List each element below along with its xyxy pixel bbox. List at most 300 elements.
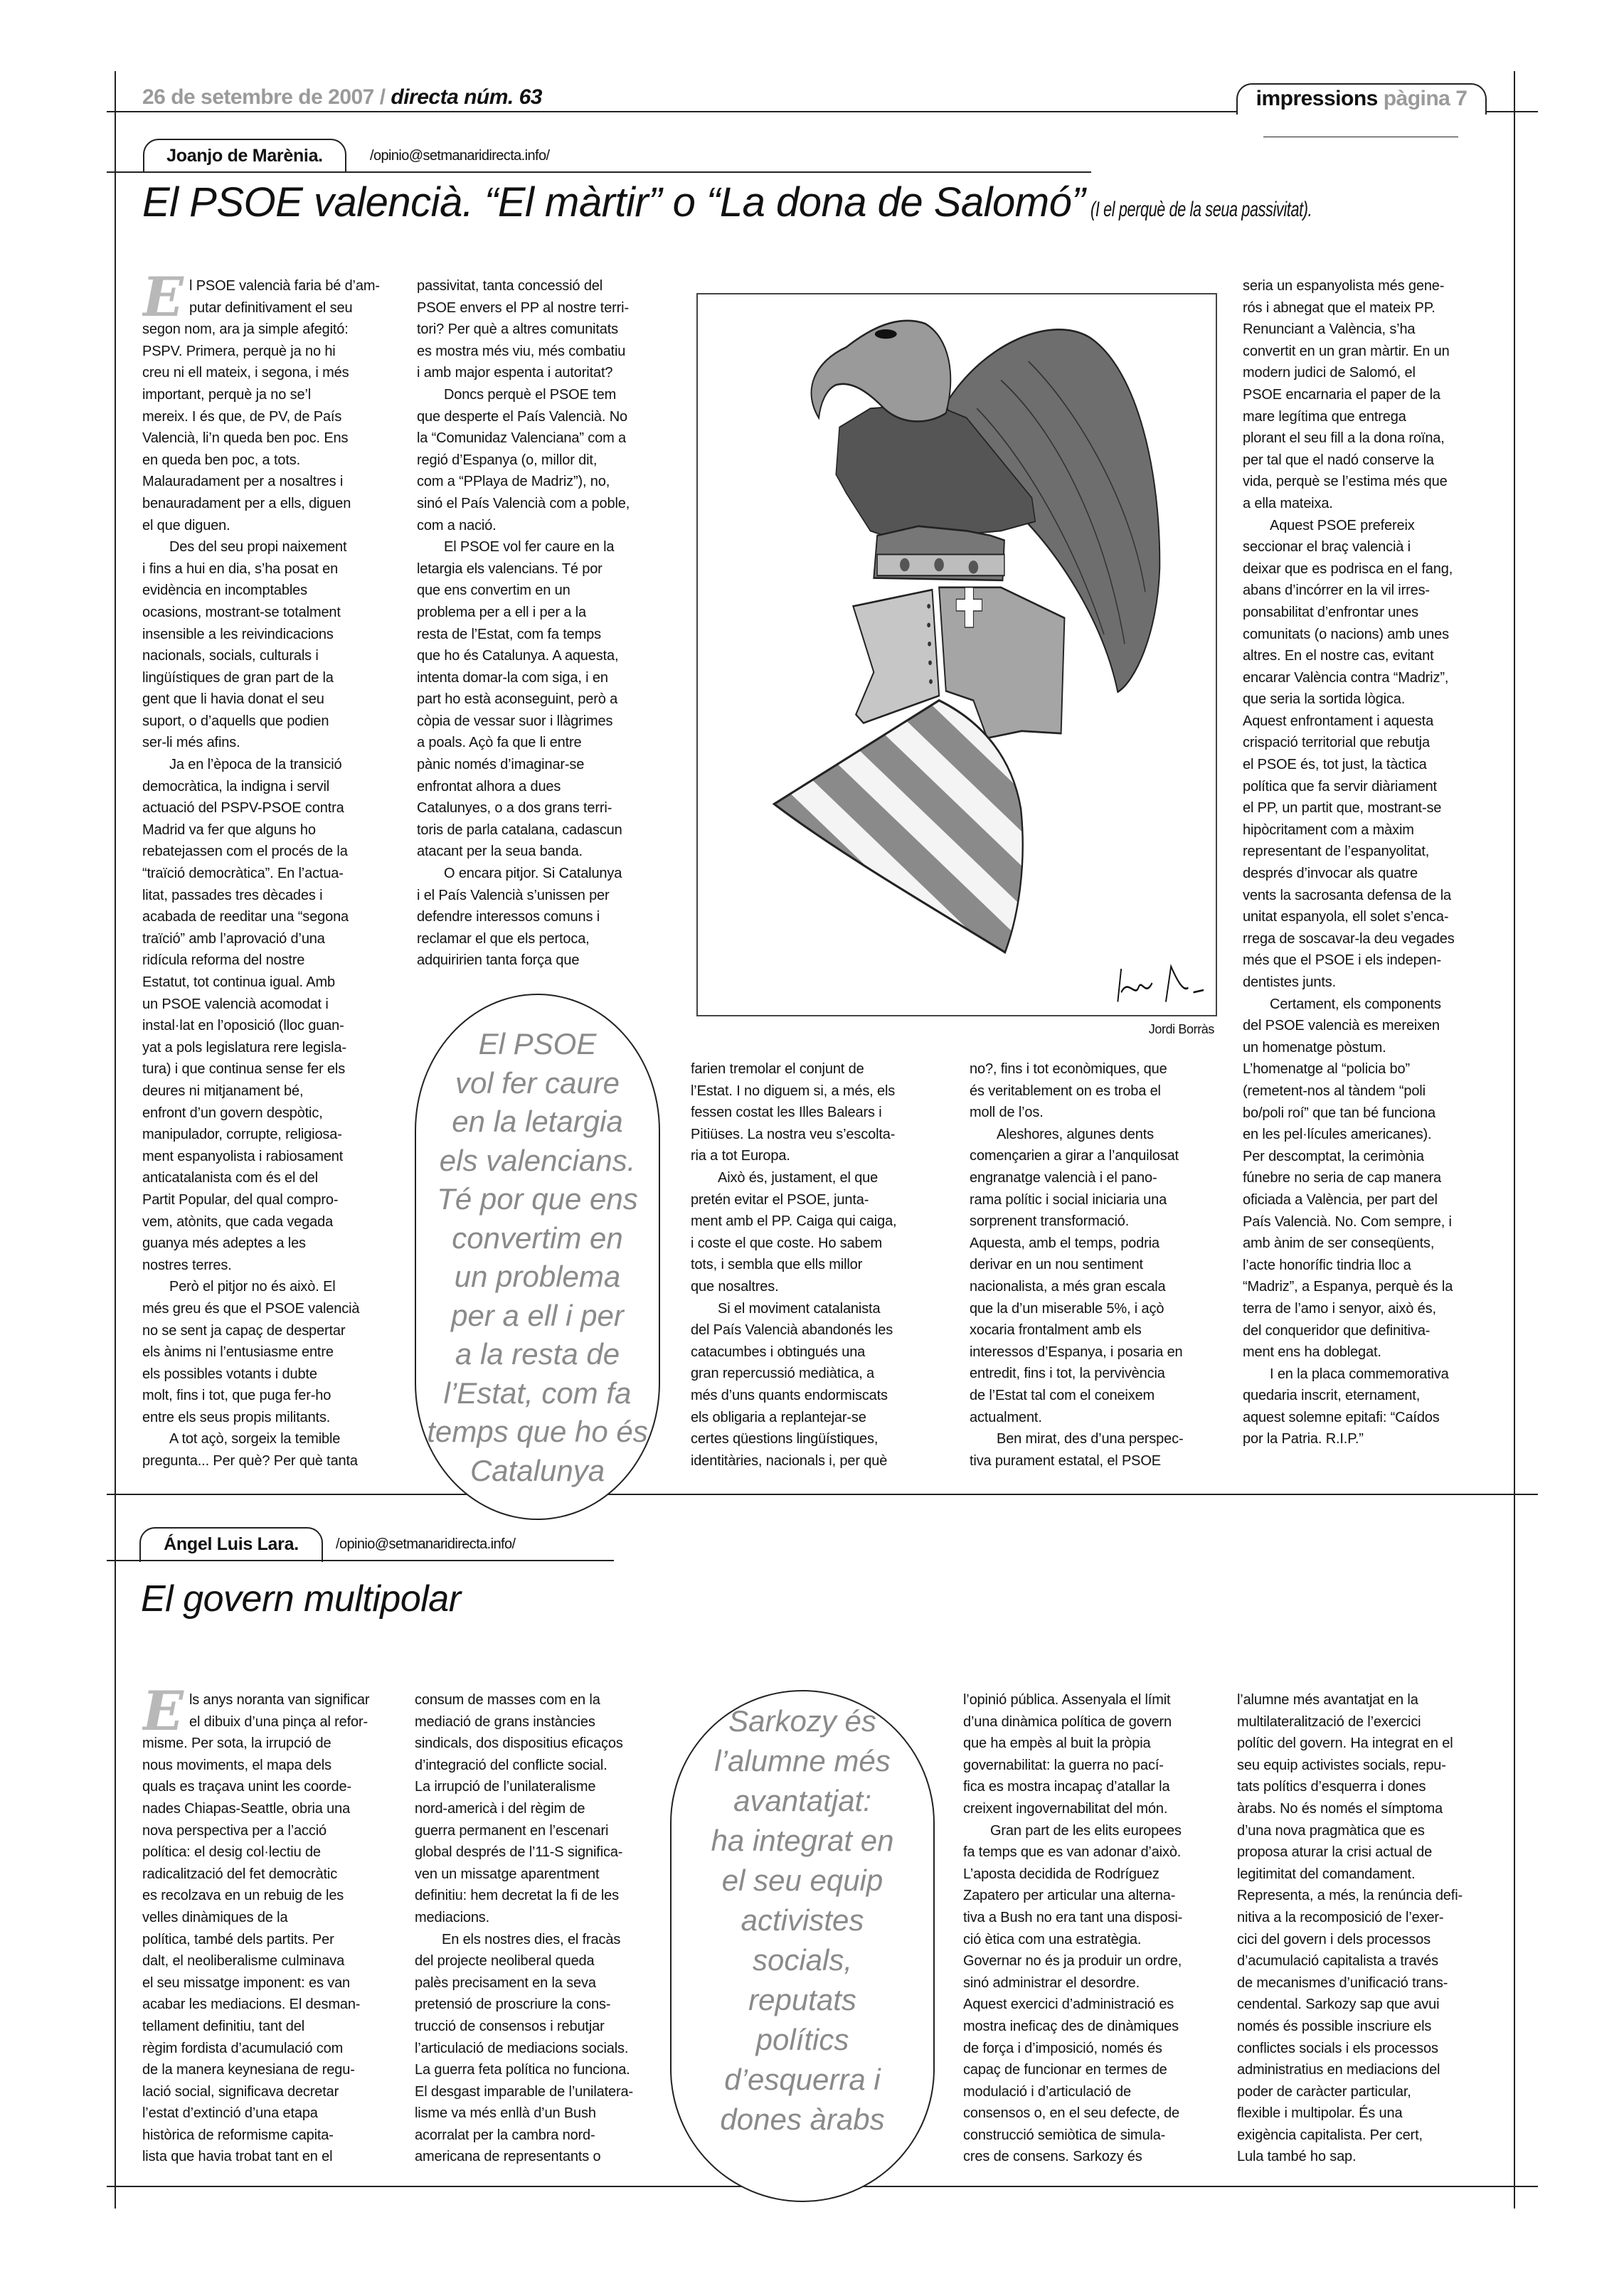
text-line: I en la placa commemorativa (1270, 1366, 1449, 1382)
text-line: Estatut, tot continua igual. Amb (142, 974, 335, 990)
article-column (1237, 1689, 1486, 2168)
text-line: i fins a hui en dia, s’ha posat en (142, 560, 339, 577)
text-line: poder de caràcter particular, (1237, 2083, 1411, 2100)
text-line: derivar en un nou sentiment (970, 1257, 1143, 1273)
text-line: abans d’incórrer en la vil irres- (1243, 583, 1430, 599)
text-line: l’acte honorífic tindria lloc a (1243, 1257, 1411, 1273)
text-line: construcció semiòtica de simula- (963, 2127, 1166, 2143)
text-line: enfrontat alhora a dues (417, 778, 561, 794)
text-line: que ha empès al buit la pròpia (963, 1736, 1151, 1752)
text-line: global després de l’11-S significa- (415, 1844, 623, 1861)
text-line: Per descomptat, la cerimònia (1243, 1148, 1424, 1164)
pull-quote-line: l’alumne més (714, 1744, 891, 1777)
text-line: mereix. I és que, de PV, de País (142, 408, 342, 425)
text-line: deures ni mitjanament bé, (142, 1083, 304, 1099)
text-line: La irrupció de l’unilateralisme (415, 1779, 596, 1795)
text-line: capaç de funcionar en termes de (963, 2062, 1167, 2078)
text-line: que desperte el País Valencià. No (417, 408, 627, 425)
pull-quote-line: polítics (755, 2023, 849, 2056)
text-line: reclamar el que els pertoca, (417, 930, 590, 947)
text-line: “Madriz”, a Espanya, perquè és la (1243, 1279, 1453, 1295)
author-email[interactable]: /opinio@setmanaridirecta.info/ (336, 1536, 516, 1552)
text-line: nostres terres. (142, 1257, 232, 1273)
article-column (691, 1058, 940, 1472)
text-line: de la manera keynesiana de regu- (142, 2062, 355, 2078)
text-line: de força i d’imposició, només és (963, 2040, 1162, 2056)
text-line: benauradament per a ells, diguen (142, 495, 351, 511)
text-line: representant de l’espanyolitat, (1243, 844, 1430, 860)
eagle-helmet-shield-drawing (698, 294, 1216, 1015)
text-line: dentistes junts. (1243, 974, 1337, 990)
text-line: actualment. (970, 1409, 1042, 1425)
text-line: ria a tot Europa. (691, 1148, 790, 1164)
text-line: bo/poli roí” que tan bé funciona (1243, 1105, 1435, 1121)
author-name: Ángel Luis Lara. (164, 1534, 299, 1554)
text-line: Això és, justament, el que (718, 1169, 879, 1186)
text-line: manipulador, corrupte, religiosa- (142, 1127, 342, 1143)
text-line: de mecanismes d’unificació trans- (1237, 1975, 1448, 1991)
pull-quote-line: temps que ho és (427, 1415, 648, 1448)
text-line: d’integració del conflicte social. (415, 1757, 607, 1773)
text-line: fúnebre no seria de cap manera (1243, 1170, 1442, 1186)
text-line: mare legítima que entrega (1243, 408, 1406, 425)
text-line: consum de masses com en la (415, 1692, 600, 1708)
text-line: més que el PSOE i els indepen- (1243, 952, 1441, 969)
text-line: seccionar el braç valencià i (1243, 539, 1411, 556)
text-line: l’alumne més avantatjat en la (1237, 1692, 1418, 1708)
text-line: només és possible inscriure els (1237, 2018, 1432, 2034)
text-line: crispació territorial que rebutja (1243, 735, 1430, 751)
text-line: per tal que el nadó conserve la (1243, 452, 1434, 468)
text-line: aquest solemne epitafi: “Caídos (1243, 1409, 1440, 1425)
text-line: Però el pitjor no és això. El (169, 1279, 336, 1295)
text-line: polític del govern. Ha integrat en el (1237, 1736, 1453, 1752)
pull-quote-line: El PSOE (478, 1027, 597, 1061)
text-line: hipòcritament com a màxim (1243, 822, 1414, 838)
text-line: País Valencià. No. Com sempre, i (1243, 1213, 1452, 1230)
text-line: rrega de soscavar-la deu vegades (1243, 930, 1455, 947)
pull-quote-line: activistes (741, 1903, 864, 1937)
text-line: d’acumulació capitalista a través (1237, 1953, 1438, 1970)
text-line: ridícula reforma del nostre (142, 952, 305, 969)
text-line: A tot açò, sorgeix la temible (169, 1431, 341, 1447)
text-line: guanya més adeptes a les (142, 1235, 306, 1252)
text-line: a poals. Açò fa que li entre (417, 735, 582, 751)
text-line: la “Comunidaz Valenciana” com a (417, 430, 627, 447)
text-line: ment espanyolista i rabiosament (142, 1148, 344, 1164)
text-line: que la d’un miserable 5%, i açò (970, 1300, 1164, 1317)
text-line: Aleshores, algunes dents (997, 1126, 1154, 1142)
pull-quote-line: Té por que ens (437, 1182, 638, 1216)
text-line: lació social, significava decretar (142, 2083, 339, 2100)
pull-quote-line: dones àrabs (720, 2103, 885, 2136)
text-line: no se sent ja capaç de despertar (142, 1322, 346, 1339)
issue-date-header (142, 85, 542, 110)
text-line: el PP, un partit que, mostrant-se (1243, 800, 1442, 817)
text-line: part ho està aconseguint, però a (417, 691, 618, 708)
text-line: d’una nova pragmàtica que es (1237, 1822, 1425, 1839)
text-line: nacionals, socials, culturals i (142, 648, 319, 664)
text-line: tiva a Bush no era tant una disposi- (963, 1909, 1183, 1925)
text-line: còpia de vessar suor i llàgrimes (417, 713, 613, 729)
text-line: tats polítics d’esquerra i dones (1237, 1779, 1426, 1795)
section-name: impressions (1256, 87, 1378, 110)
text-line: del projecte neoliberal queda (415, 1953, 595, 1970)
text-line: interessos d’Espanya, i posaria en (970, 1344, 1183, 1360)
text-line: cres de consens. Sarkozy és (963, 2149, 1142, 2165)
text-line: en les pel·lícules americanes). (1243, 1127, 1432, 1143)
text-line: rós i abnegat que el mateix PP. (1243, 299, 1435, 316)
page-number: pàgina 7 (1383, 87, 1468, 110)
text-line: els ànims ni l’entusiasme entre (142, 1344, 334, 1361)
text-line: un homenatge pòstum. (1243, 1039, 1386, 1056)
text-line: tura) i que continua sense fer els (142, 1061, 346, 1078)
text-line: pretensió de proscriure la cons- (415, 1997, 611, 2013)
text-line: sinó el País Valencià com a poble, (417, 495, 630, 511)
text-line: que ho és Catalunya. A aquesta, (417, 648, 619, 664)
pull-quote-line: ha integrat en (711, 1824, 894, 1857)
text-line: que nosaltres. (691, 1278, 779, 1295)
text-line: després d’invocar als quatre (1243, 866, 1418, 882)
text-line: Aquest exercici d’administració es (963, 1997, 1174, 2013)
text-line: modulació i d’articulació de (963, 2083, 1131, 2100)
text-line: lista que havia trobat tant en el (142, 2149, 333, 2165)
text-line: administratius en mediacions del (1237, 2062, 1440, 2078)
text-line: regió d’Espanya (o, millor dit, (417, 452, 598, 468)
pull-quote-line: avantatjat: (733, 1784, 871, 1817)
text-line: política: el desig col·lectiu de (142, 1844, 321, 1861)
text-line: El PSOE vol fer caure en la (444, 539, 615, 556)
text-line: més d’uns quants endormiscats (691, 1387, 888, 1403)
text-line: deixar que es podrisca en el fang, (1243, 560, 1453, 577)
text-line: altres. En el nostre cas, evitant (1243, 648, 1434, 664)
text-line: política que fa servir diàriament (1243, 778, 1437, 794)
text-line: règim fordista d’acumulació com (142, 2040, 344, 2056)
text-line: l’articulació de mediacions socials. (415, 2040, 629, 2056)
text-line: anticatalanista com és el del (142, 1170, 318, 1186)
text-line: àrabs. No és només el símptoma (1237, 1800, 1443, 1817)
text-line: fica es mostra incapaç d’atallar la (963, 1779, 1170, 1795)
text-line: americana de representants o (415, 2149, 601, 2165)
author-byline (143, 139, 346, 173)
text-line: tots, i sembla que ells millor (691, 1257, 863, 1273)
text-line: pretén evitar el PSOE, junta- (691, 1191, 869, 1208)
text-line: tiva purament estatal, el PSOE (970, 1452, 1161, 1469)
text-line: els possibles votants i dubte (142, 1366, 317, 1382)
text-line: Representa, a més, la renúncia defi- (1237, 1888, 1463, 1904)
text-line: nous moviments, el mapa dels (142, 1757, 331, 1773)
article-column (142, 275, 391, 1472)
text-line: l PSOE valencià faria bé d’am- (189, 278, 380, 294)
text-line: yat a pols legislatura rere legisla- (142, 1039, 346, 1056)
text-line: es mostra més viu, més combatiu (417, 343, 626, 359)
pull-quote (670, 1690, 935, 2202)
text-line: Valencià, li’n queda ben poc. Ens (142, 430, 349, 447)
author-email[interactable]: /opinio@setmanaridirecta.info/ (370, 148, 550, 164)
byline-rule (107, 171, 1091, 173)
text-line: proposa aturar la crisi actual de (1237, 1844, 1433, 1861)
text-line: engranatge valencià i el pano- (970, 1169, 1157, 1186)
section-tab (1236, 83, 1487, 115)
text-line: Malauradament per a nosaltres i (142, 474, 344, 490)
text-line: el que diguen. (142, 517, 230, 533)
text-line: Pitiüses. La nostra veu s’escolta- (691, 1126, 896, 1142)
text-line: ocasions, mostrant-se totalment (142, 604, 341, 620)
text-line: comunitats (o nacions) amb unes (1243, 626, 1449, 642)
pull-quote-line: a la resta de (455, 1337, 620, 1371)
text-line: és veritablement on es troba el (970, 1083, 1161, 1099)
text-line: Des del seu propi naixement (169, 539, 347, 556)
article-column (970, 1058, 1219, 1472)
text-line: cendental. Sarkozy sap que avui (1237, 1997, 1440, 2013)
text-line: no?, fins i tot econòmiques, que (970, 1061, 1167, 1077)
text-line: nova perspectiva per a l’acció (142, 1822, 327, 1839)
text-line: molt, fins i tot, que puga fer-ho (142, 1388, 331, 1404)
text-line: pànic només d’imaginar-se (417, 757, 585, 773)
text-line: En els nostres dies, el fracàs (442, 1931, 621, 1947)
text-line: que seria la sortida lògica. (1243, 691, 1406, 708)
pull-quote-line: els valencians. (439, 1143, 636, 1177)
text-line: nades Chiapas-Seattle, obria una (142, 1800, 351, 1817)
text-line: creu ni ell mateix, i segona, i més (142, 365, 349, 381)
text-line: ser-li més afins. (142, 735, 240, 751)
text-line: com a “PPlaya de Madriz”), no, (417, 474, 610, 490)
text-line: rebatejassen com el procés de la (142, 844, 348, 860)
pull-quote-line: el seu equip (721, 1864, 883, 1897)
text-line: litat, passades tres dècades i (142, 887, 323, 903)
text-line: Gran part de les elits europees (990, 1822, 1182, 1839)
text-line: “traïció democràtica”. En l’actua- (142, 866, 344, 882)
text-line: certes qüestions lingüístiques, (691, 1431, 879, 1447)
pull-quote-line: vol fer caure (455, 1065, 620, 1100)
text-line: insensible a les reivindicacions (142, 626, 334, 642)
text-line: oficiada a València, per part del (1243, 1191, 1438, 1208)
text-line: conflictes socials i els processos (1237, 2040, 1438, 2056)
image-credit: Jordi Borràs (1148, 1022, 1214, 1036)
text-line: atacant per la seua banda. (417, 844, 583, 860)
article-column (415, 1689, 664, 2168)
text-line: L’aposta decidida de Rodríguez (963, 1866, 1159, 1882)
right-margin-rule (1514, 71, 1515, 2209)
text-line: (remetent-nos al tàndem “poli (1243, 1083, 1426, 1099)
text-line: consensos o, en el seu defecte, de (963, 2105, 1180, 2122)
text-line: Catalunyes, o a dos grans terri- (417, 800, 612, 817)
pull-quote (415, 994, 660, 1520)
article-title (142, 179, 1398, 225)
article-column (963, 1689, 1212, 2168)
text-line: seria un espanyolista més gene- (1243, 278, 1445, 294)
pull-quote-line: Sarkozy és (728, 1704, 876, 1738)
text-line: problema per a ell i per a la (417, 604, 587, 620)
text-line: tellament definitiu, tant del (142, 2018, 305, 2034)
pull-quote-line: d’esquerra i (724, 2063, 881, 2096)
text-line: vents la sacrosanta defensa de la (1243, 887, 1452, 903)
text-line: O encara pitjor. Si Catalunya (444, 866, 622, 882)
text-line: com a nació. (417, 517, 497, 533)
text-line: els obligaria a replantejar-se (691, 1409, 866, 1425)
text-line: unitat espanyola, ell solet s’enca- (1243, 909, 1449, 925)
text-line: exigència capitalista. Per cert, (1237, 2127, 1423, 2143)
text-line: farien tremolar el conjunt de (691, 1061, 864, 1077)
text-line: enfront d’un govern despòtic, (142, 1105, 323, 1121)
text-line: fessen costat les Illes Balears i (691, 1105, 882, 1121)
text-line: quals es traçava unint les coorde- (142, 1779, 351, 1795)
text-line: traïció” amb l’aprovació d’una (142, 930, 325, 947)
text-line: política, també dels partits. Per (142, 1931, 334, 1947)
article-title: El govern multipolar (141, 1578, 461, 1620)
text-line: important, perquè ja no se’l (142, 386, 312, 403)
text-line: adquiririen tanta força que (417, 952, 580, 969)
text-line: gent que li havia donat el seu (142, 691, 324, 708)
text-line: a ella mateixa. (1243, 495, 1333, 511)
byline-rule (107, 1560, 614, 1561)
text-line: defendre interessos comuns i (417, 909, 600, 925)
text-line: legitimitat del comandament. (1237, 1866, 1416, 1882)
text-line: seu equip activistes socials, repu- (1237, 1757, 1446, 1773)
pull-quote-line: reputats (748, 1983, 856, 2016)
author-name: Joanjo de Marènia. (166, 146, 323, 166)
text-line: Doncs perquè el PSOE tem (444, 386, 617, 403)
text-line: lingüístiques de gran part de la (142, 669, 334, 686)
text-line: terra de l’amo i senyor, això és, (1243, 1300, 1436, 1317)
text-line: plorant el seu fill a la dona roïna, (1243, 430, 1445, 447)
text-line: fa temps que es van adonar d’això. (963, 1844, 1182, 1861)
text-line: tori? Per què a altres comunitats (417, 321, 618, 338)
article-subtitle: (I el perquè de la seua passivitat). (1090, 198, 1312, 221)
text-line: definitiu: hem decretat la fi de les (415, 1888, 619, 1904)
text-line: governabilitat: la guerra no pací- (963, 1757, 1164, 1773)
text-line: toris de parla catalana, cadascun (417, 822, 622, 838)
text-line: palès precisament en la seva (415, 1975, 596, 1991)
text-line: Renunciant a València, s’ha (1243, 321, 1416, 338)
text-line: Partit Popular, del qual compro- (142, 1191, 339, 1208)
text-line: cici del govern i dels processos (1237, 1931, 1431, 1947)
text-line: el PSOE és, tot just, la tàctica (1243, 757, 1427, 773)
text-line: l’estat d’extinció d’una etapa (142, 2105, 318, 2122)
text-line: Aquest enfrontament i aquesta (1243, 713, 1434, 729)
text-line: trucció de consensos i rebutjar (415, 2018, 605, 2034)
article-column (1243, 275, 1492, 1450)
pull-quote-line: per a ell i per (451, 1298, 624, 1332)
drop-cap: E (142, 275, 184, 319)
text-line: Certament, els components (1270, 996, 1441, 1012)
text-line: actuació del PSPV-PSOE contra (142, 800, 344, 817)
text-line: acabada de reeditar una “segona (142, 909, 349, 925)
text-line: gran repercussió mediàtica, a (691, 1366, 875, 1382)
text-line: ment ens ha doblegat. (1243, 1344, 1381, 1361)
text-line: en queda ben poc, a tots. (142, 452, 300, 468)
pull-quote-line: un problema (454, 1260, 621, 1293)
text-line: acorralat per la cambra nord- (415, 2127, 595, 2143)
text-line: suport, o d’aquells que podien (142, 713, 329, 729)
text-line: ponsabilitat d’enfrontar unes (1243, 604, 1418, 620)
pull-quote-line: l’Estat, com fa (443, 1376, 632, 1410)
text-line: mostra ineficaç des de dinàmiques (963, 2018, 1179, 2034)
text-line: que ens convertim en un (417, 583, 570, 599)
text-line: rama polític i social iniciaria una (970, 1191, 1167, 1208)
text-line: guerra permanent en l’escenari (415, 1822, 609, 1839)
text-line: sinó administrar el desordre. (963, 1975, 1140, 1991)
text-line: sorprenent transformació. (970, 1213, 1130, 1230)
text-line: La guerra feta política no funciona. (415, 2062, 630, 2078)
text-line: i coste el que coste. Ho sabem (691, 1235, 882, 1251)
text-line: del PSOE valencià es mereixen (1243, 1018, 1440, 1034)
text-line: segon nom, ara ja simple afegitó: (142, 321, 349, 338)
text-line: radicalització del fet democràtic (142, 1866, 338, 1882)
text-line: ment amb el PP. Caiga qui caiga, (691, 1213, 897, 1230)
text-line: d’una dinàmica política de govern (963, 1713, 1172, 1730)
text-line: ció ètica com una estratègia. (963, 1931, 1142, 1947)
pull-quote-line: convertim en (452, 1221, 623, 1255)
text-line: por la Patria. R.I.P.” (1243, 1431, 1364, 1447)
text-line: Madrid va fer que alguns ho (142, 822, 316, 838)
text-line: convertit en un gran màrtir. En un (1243, 343, 1450, 359)
pull-quote-line: en la letargia (452, 1105, 623, 1138)
left-margin-rule (115, 71, 116, 2209)
text-line: de l’Estat tal com el coneixem (970, 1387, 1155, 1403)
text-line: PSOE encarnaria el paper de la (1243, 386, 1440, 403)
text-line: L’homenatge al “policia bo” (1243, 1061, 1410, 1078)
text-line: Governar no és ja produir un ordre, (963, 1953, 1182, 1970)
text-line: l’opinió pública. Assenyala el límit (963, 1692, 1171, 1708)
text-line: flexible i multipolar. És una (1237, 2105, 1403, 2122)
article-separator (107, 1494, 1538, 1495)
text-line: modern judici de Salomó, el (1243, 365, 1416, 381)
text-line: Zapatero per articular una alterna- (963, 1888, 1176, 1904)
article-title-main: El PSOE valencià. “El màrtir” o “La dona de Salomó” (142, 179, 1086, 225)
text-line: sindicals, dos dispositius eficaços (415, 1736, 623, 1752)
text-line: multilateralització de l’exercici (1237, 1713, 1421, 1730)
text-line: Ja en l’època de la transició (169, 757, 342, 773)
text-line: mediacions. (415, 1909, 490, 1925)
pull-quote-line: Catalunya (469, 1453, 605, 1487)
text-line: passivitat, tanta concessió del (417, 278, 603, 294)
text-line: El desgast imparable de l’unilatera- (415, 2083, 633, 2100)
text-line: Ben mirat, des d’una perspec- (997, 1431, 1184, 1447)
text-line: nitiva a la recomposició de l’exer- (1237, 1909, 1444, 1925)
text-line: entredit, fins i tot, la pervivència (970, 1366, 1165, 1382)
text-line: encarar València contra “Madriz”, (1243, 669, 1449, 686)
text-line: ls anys noranta van significar (189, 1692, 370, 1708)
text-line: democràtica, la indigna i servil (142, 778, 330, 794)
text-line: quedaria inscrit, eternament, (1243, 1388, 1421, 1404)
text-line: Aquesta, amb el temps, podria (970, 1235, 1159, 1251)
text-line: resta de l’Estat, com fa temps (417, 626, 601, 642)
article-column (142, 1689, 391, 2168)
text-line: començarien a girar a l’anquilosat (970, 1148, 1179, 1164)
text-line: moll de l’os. (970, 1105, 1044, 1121)
article-column (417, 275, 666, 972)
text-line: PSPV. Primera, perquè ja no hi (142, 343, 336, 359)
text-line: dalt, el neoliberalisme culminava (142, 1953, 345, 1970)
text-line: velles dinàmiques de la (142, 1909, 288, 1925)
text-line: xocaria frontalment amb els (970, 1322, 1142, 1339)
text-line: pregunta... Per què? Per què tanta (142, 1453, 358, 1469)
text-line: vem, atònits, que cada vegada (142, 1213, 334, 1230)
text-line: catacumbes i obtingués una (691, 1344, 866, 1360)
text-line: instal·lat en l’oposició (lloc guan- (142, 1018, 344, 1034)
text-line: identitàries, nacionals i, per què (691, 1452, 888, 1469)
text-line: misme. Per sota, la irrupció de (142, 1736, 331, 1752)
text-line: i el País Valencià s’unissen per (417, 887, 610, 903)
text-line: creixent ingovernabilitat del món. (963, 1800, 1168, 1817)
text-line: nord-americà i del règim de (415, 1800, 585, 1817)
text-line: més greu és que el PSOE valencià (142, 1300, 360, 1317)
text-line: el seu missatge imponent: es van (142, 1975, 351, 1991)
text-line: acabar les mediacions. El desman- (142, 1997, 361, 2013)
text-line: intenta domar-la com siga, i en (417, 669, 608, 686)
text-line: lisme va més enllà d’un Bush (415, 2105, 596, 2122)
